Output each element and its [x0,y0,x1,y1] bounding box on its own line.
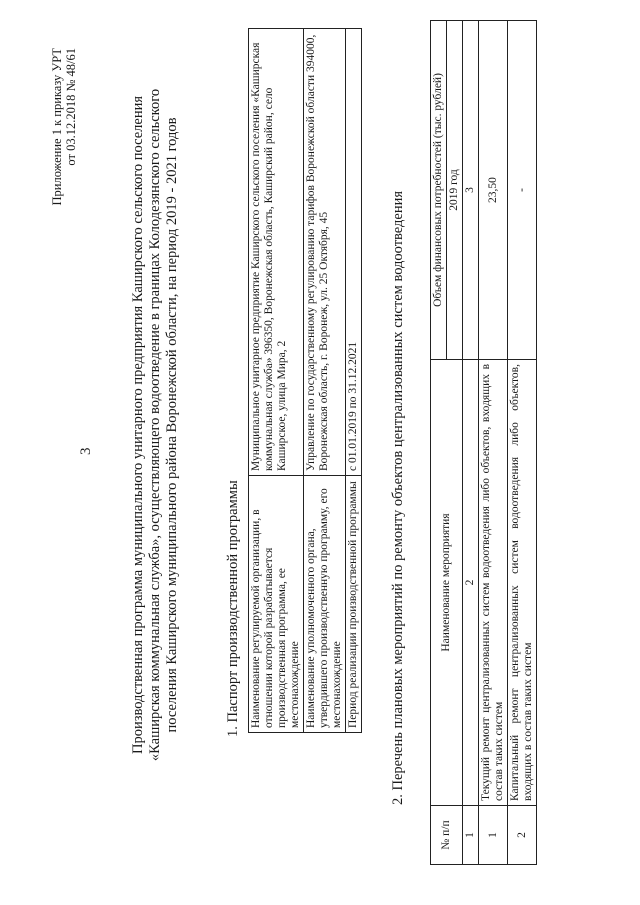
section-2-heading: 2. Перечень плановых мероприятий по ремонту объектов централизованных систем водоотведения [390,190,406,805]
document-title [130,75,181,775]
page-number: 3 [78,447,94,455]
passport-label: Наименование регулируемой организации, в отношении которой разрабатывается производственная программа, ее местонахождение [249,476,304,733]
col-number: 3 [463,21,479,360]
title-line-1: Производственная программа муниципального унитарного предприятия Каширского сельского поселения [130,95,146,755]
table-row [346,29,362,733]
table-row [479,21,508,865]
passport-label: Период реализации производственной программы [346,476,362,733]
col-number: 1 [463,806,479,865]
passport-label: Наименование уполномоченного органа, утвердившего производственную программу, его местонахождение [304,476,346,733]
row-value: 23,50 [479,21,508,360]
title-line-2: «Каширская коммунальная служба», осуществляющего водоотведение в границах Колодезянского сельского [147,88,163,762]
table-row [508,21,537,865]
passport-value: с 01.01.2019 по 31.12.2021 [346,29,362,476]
annex-line-1: Приложение 1 к приказу УРТ [50,48,64,206]
section-1-heading: 1. Паспорт производственной программы [225,480,241,737]
col-header-num: № п/п [431,806,463,865]
table-row [249,29,304,733]
passport-value: Муниципальное унитарное предприятие Каширского сельского поселения «Каширская коммунальная служба» 396350, Воронежская область, Каширский район, село Каширское, улица Мира, 2 [249,29,304,476]
row-value: - [508,21,537,360]
passport-value: Управление по государственному регулированию тарифов Воронежской области 394000, Воронежская область, г. Воронеж, ул. 25 Октября, 45 [304,29,346,476]
annex-line-2: от 03.12.2018 № 48/61 [64,48,78,166]
col-header-volume: Объем финансовых потребностей (тыс. рублей) [431,21,447,360]
row-num: 2 [508,806,537,865]
col-number: 2 [463,360,479,806]
annex-note [50,48,78,206]
table-header-row [431,21,447,865]
row-name: Текущий ремонт централизованных систем водоотведения либо объектов, входящих в состав таких систем [479,360,508,806]
col-header-year: 2019 год [447,21,463,360]
repair-plan-table [430,20,537,865]
passport-table [248,28,362,733]
row-num: 1 [479,806,508,865]
title-line-3: поселения Каширского муниципального района Воронежской области, на период 2019 - 2021 годов [164,117,180,733]
row-name: Капитальный ремонт централизованных систем водоотведения либо объектов, входящих в состав таких систем [508,360,537,806]
table-row [304,29,346,733]
table-numbering-row [463,21,479,865]
col-header-name: Наименование мероприятия [431,360,463,806]
